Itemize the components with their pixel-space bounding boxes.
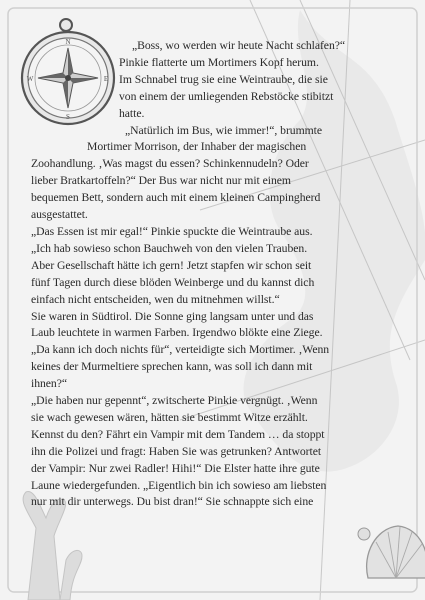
- paragraph-3: [31, 224, 397, 309]
- text-line: einfach nicht entscheiden, wen du mitnehmen willst.“: [31, 292, 280, 306]
- text-line: lieber Bratkartoffeln?“ Der Bus war nicht nur mit einem: [31, 174, 291, 188]
- text-line: keines der Murmeltiere sprechen kann, was soll ich dann mit: [31, 360, 313, 374]
- story-text: [31, 38, 397, 511]
- text-line: Pinkie flatterte um Mortimers Kopf herum.: [119, 55, 319, 69]
- text-line: Im Schnabel trug sie eine Weintraube, die sie: [119, 72, 328, 86]
- text-line: „Da kann ich doch nichts für“, verteidigte sich Mortimer. ‚Wenn: [31, 343, 330, 357]
- text-line: Laub leuchtete in warmen Farben. Irgendwo blökte eine Ziege.: [31, 326, 323, 340]
- compass-letter-s: S: [66, 113, 70, 121]
- paragraph-1: [31, 38, 397, 123]
- text-line: der Vampir: Nur zwei Radler! Hihi!“ Die Elster hatte ihre gute: [31, 461, 320, 475]
- text-line: fünf Tagen durch diese blöden Weinberge und du kannst dich: [31, 275, 315, 289]
- text-line: Zoohandlung. ‚Was magst du essen? Schinkennudeln? Oder: [31, 157, 309, 171]
- text-line: Mortimer Morrison, der Inhaber der magischen: [87, 140, 307, 154]
- compass-letter-e: E: [103, 75, 109, 83]
- compass-letter-w: W: [26, 75, 34, 83]
- text-line: von einem der umliegenden Rebstöcke stibitzt: [119, 89, 334, 103]
- text-line: Kennst du den? Fährt ein Vampir mit dem Tandem … da stoppt: [31, 427, 325, 441]
- text-line: „Das Essen ist mir egal!“ Pinkie spuckte die Weintraube aus.: [31, 224, 313, 238]
- compass-letter-n: N: [65, 38, 71, 46]
- text-line: „Natürlich im Bus, wie immer!“, brummte: [125, 123, 323, 137]
- text-line: „Boss, wo werden wir heute Nacht schlafen?“: [132, 39, 346, 52]
- text-line: Laune wiedergefunden. „Eigentlich bin ich sowieso am liebsten: [31, 478, 327, 492]
- text-line: bequemen Bett, sondern auch mit einem kleinen Campingherd: [31, 191, 321, 205]
- shell-illustration: [358, 526, 425, 578]
- text-line: sie wach gewesen wären, hätten sie bestimmt Witze erzählt.: [31, 410, 308, 424]
- paragraph-2: [31, 123, 397, 224]
- paragraph-4: [31, 309, 397, 394]
- paragraph-5: [31, 393, 397, 511]
- text-line: ausgestattet.: [31, 208, 88, 222]
- text-line: ihn die Polizei und fragt: Haben Sie was getrunken? Antwortet: [31, 444, 322, 458]
- text-line: ihnen?“: [31, 377, 67, 391]
- text-line: hatte.: [119, 106, 145, 120]
- text-line: „Ich hab sowieso schon Bauchweh von den vielen Trauben.: [31, 241, 308, 255]
- text-line: Sie waren in Südtirol. Die Sonne ging langsam unter und das: [31, 309, 314, 323]
- text-line: „Die haben nur gepennt“, zwitscherte Pinkie vergnügt. ‚Wenn: [31, 394, 318, 408]
- text-line: nur mit dir unterwegs. Du bist dran!“ Sie schnappte sich eine: [31, 495, 314, 509]
- text-line: Aber Gesellschaft hätte ich gern! Jetzt stapfen wir schon seit: [31, 258, 312, 272]
